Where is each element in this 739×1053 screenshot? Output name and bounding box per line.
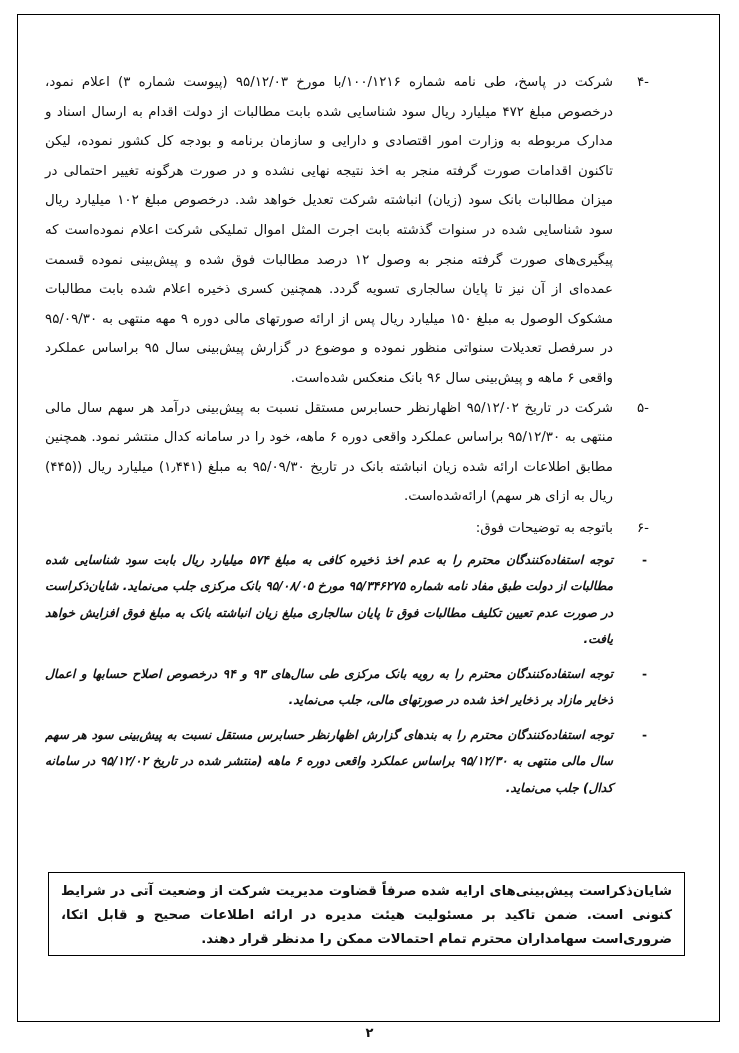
note-text: توجه استفاده‌کنندگان محترم را به رویه بانک مرکزی طی سال‌های ۹۳ و ۹۴ درخصوص اصلاح حسابها و اعمال ذخایر مازاد بر ذخایر اخذ شده در صورتهای مالی، جلب می‌نماید. — [45, 666, 613, 708]
intro-text: باتوجه به توضیحات فوق: — [475, 520, 613, 536]
paragraph-text: شرکت در تاریخ ۹۵/۱۲/۰۲ اظهارنظر حسابرس مستقل نسبت به پیش‌بینی درآمد هر سهم سال مالی منتهی به ۹۵/۱۲/۳۰ براساس عملکرد واقعی دوره ۶ ماهه، خود را در سامانه کدال منتشر نمود. همچنین مطابق اطلاعات ارائه شده زیان انباشته بانک در تاریخ ۹۵/۰۹/۳۰ به مبلغ (۱٫۴۴۱) میلیارد ریال ((۴۴۵) ریال به ازای هر سهم) ارائه‌شده‌است. — [45, 400, 614, 505]
paragraph-item-4 — [45, 68, 647, 394]
bullet-dash: - — [641, 727, 647, 742]
note-text: توجه استفاده‌کنندگان محترم را به بندهای گزارش اظهارنظر حسابرس مستقل نسبت به پیش‌بینی سود هر سهم سال مالی منتهی به ۹۵/۱۲/۳۰ براساس عملکرد واقعی دوره ۶ ماهه (منتشر شده در تاریخ ۹۵/۱۲/۰۲ در سامانه کدال) جلب می‌نماید. — [45, 727, 613, 795]
note-text: توجه استفاده‌کنندگان محترم را به عدم اخذ ذخیره کافی به مبلغ ۵۷۴ میلیارد ریال بابت سود شناسایی شده مطالبات از دولت طبق مفاد نامه شماره ۹۵/۳۴۶۲۷۵ مورخ ۹۵/۰۸/۰۵ بانک مرکزی جلب می‌نماید. شایان‌ذکراست در صورت عدم تعیین تکلیف مطالبات فوق تا پایان سالجاری مبلغ زیان انباشته بانک به مبلغ فوق افزایش خواهد یافت. — [45, 552, 613, 647]
note-item — [45, 722, 647, 802]
paragraph-item-6 — [45, 514, 647, 543]
note-item — [45, 547, 647, 653]
paragraph-item-5 — [45, 394, 647, 512]
bullet-dash: - — [641, 666, 647, 681]
item-number: -۵ — [636, 400, 649, 416]
document-body — [45, 68, 647, 809]
bullet-dash: - — [641, 552, 647, 567]
notes-list — [45, 547, 647, 802]
disclaimer-box — [48, 872, 685, 956]
item-number: -۴ — [636, 75, 649, 90]
note-item — [45, 661, 647, 714]
item-number: -۶ — [636, 520, 649, 536]
page-number: ۲ — [365, 1026, 374, 1041]
disclaimer-text: شایان‌ذکراست پیش‌بینی‌های ارایه شده صرفاً قضاوت مدیریت شرکت از وضعیت آتی در شرایط کنونی است. ضمن تاکید بر مسئولیت هیئت مدیره در ارائه اطلاعات صحیح و قابل اتکا، ضروری‌است سهامداران محترم تمام احتمالات ممکن را مدنظر قرار دهند. — [61, 884, 672, 947]
paragraph-text: شرکت در پاسخ، طی نامه شماره ۱۰۰/۱۲۱۶/با مورخ ۹۵/۱۲/۰۳ (پیوست شماره ۳) اعلام نمود، درخصوص مبلغ ۴۷۲ میلیارد ریال سود شناسایی شده بابت مطالبات از دولت اقدام به ارسال اسناد و مدارک مربوطه به وزارت امور اقتصادی و دارایی و سازمان برنامه و بودجه کل کشور نموده، لیکن تاکنون اقدامات صورت گرفته منجر به اخذ نتیجه نهایی نشده و در صورت هرگونه تغییر احتمالی در میزان مطالبات بانک سود (زیان) انباشته شرکت تعدیل خواهد شد. درخصوص مبلغ ۱۰۲ میلیارد ریال سود شناسایی شده در سنوات گذشته بابت اجرت المثل اموال تملیکی شرکت اعلام نموده‌است که پیگیری‌های صورت گرفته منجر به وصول ۱۲ درصد مطالبات فوق شده و پیش‌بینی نموده قسمت عمده‌ای از آن نیز تا پایان سالجاری تسویه گردد. همچنین کسری ذخیره اعلام شده بابت مطالبات مشکوک الوصول به مبلغ ۱۵۰ میلیارد ریال پس از ارائه صورتهای مالی دوره ۹ مهه منتهی به ۹۵/۰۹/۳۰ در سرفصل تعدیلات سنواتی منظور نموده و موضوع در گزارش پیش‌بینی سال ۹۵ براساس عملکرد واقعی ۶ ماهه و پیش‌بینی سال ۹۶ بانک منعکس شده‌است. — [45, 75, 614, 386]
